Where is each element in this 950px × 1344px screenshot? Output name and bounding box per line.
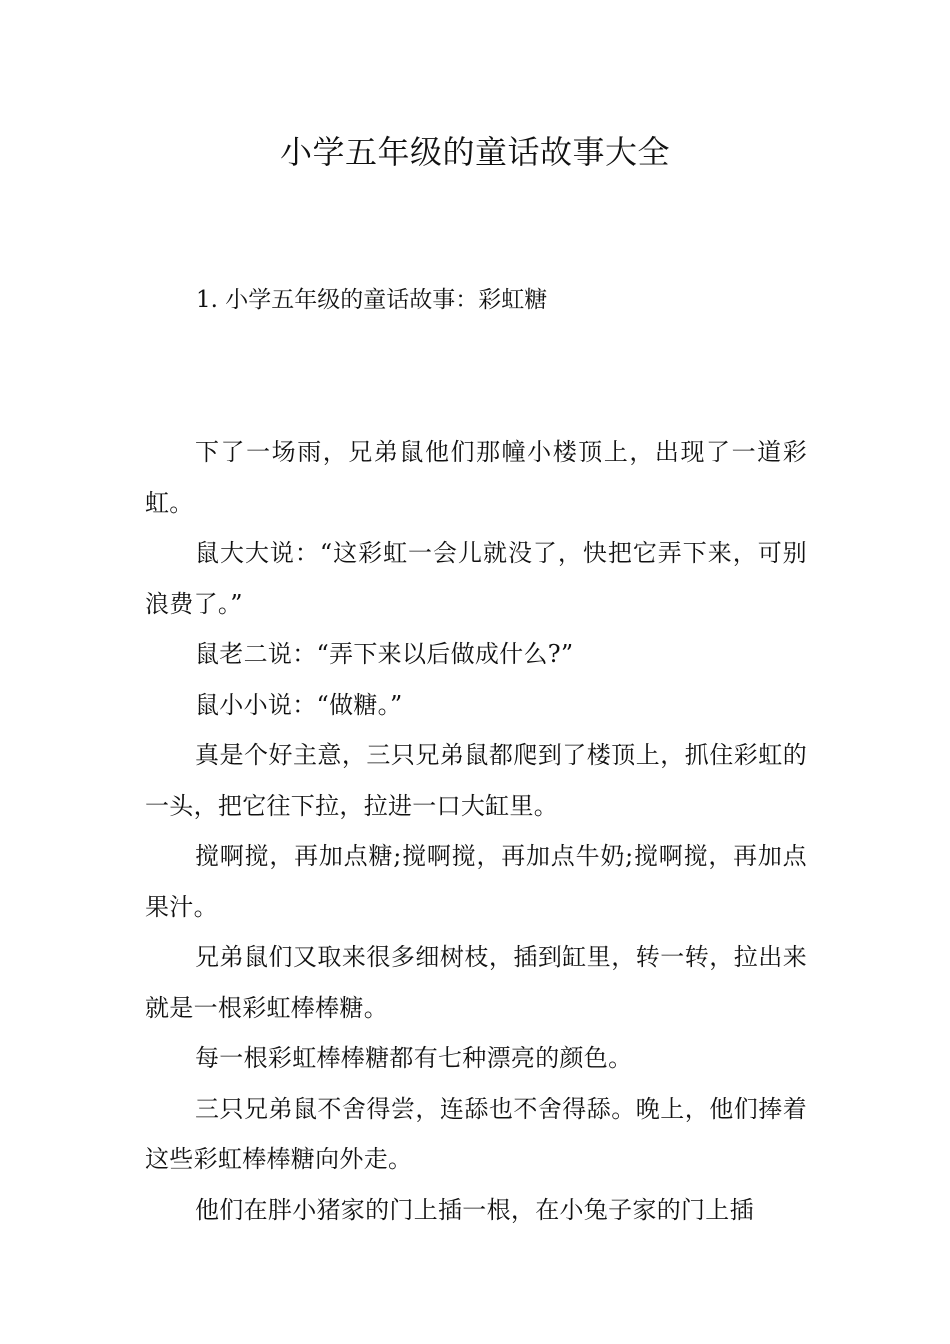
paragraph: 三只兄弟鼠不舍得尝，连舔也不舍得舔。晚上，他们捧着这些彩虹棒棒糖向外走。 [145, 1094, 807, 1173]
paragraph: 每一根彩虹棒棒糖都有七种漂亮的颜色。 [195, 1044, 633, 1072]
paragraph: 鼠老二说：“弄下来以后做成什么?” [195, 640, 574, 668]
paragraph: 他们在胖小猪家的门上插一根，在小兔子家的门上插 [195, 1195, 754, 1224]
paragraph: 兄弟鼠们又取来很多细树枝，插到缸里，转一转，拉出来就是一根彩虹棒棒糖。 [145, 943, 807, 1022]
document-title: 小学五年级的童话故事大全 [279, 133, 670, 171]
paragraph: 鼠大大说：“这彩虹一会儿就没了，快把它弄下来，可别浪费了。” [145, 539, 807, 618]
paragraph: 下了一场雨，兄弟鼠他们那幢小楼顶上，出现了一道彩虹。 [145, 438, 807, 517]
paragraph: 搅啊搅，再加点糖;搅啊搅，再加点牛奶;搅啊搅，再加点果汁。 [145, 842, 807, 921]
paragraph: 鼠小小说：“做糖。” [195, 690, 403, 719]
section-heading: 1. 小学五年级的童话故事：彩虹糖 [196, 287, 548, 313]
paragraph: 真是个好主意，三只兄弟鼠都爬到了楼顶上，抓住彩虹的一头，把它往下拉，拉进一口大缸里。 [145, 741, 807, 820]
story-body [145, 427, 807, 1235]
